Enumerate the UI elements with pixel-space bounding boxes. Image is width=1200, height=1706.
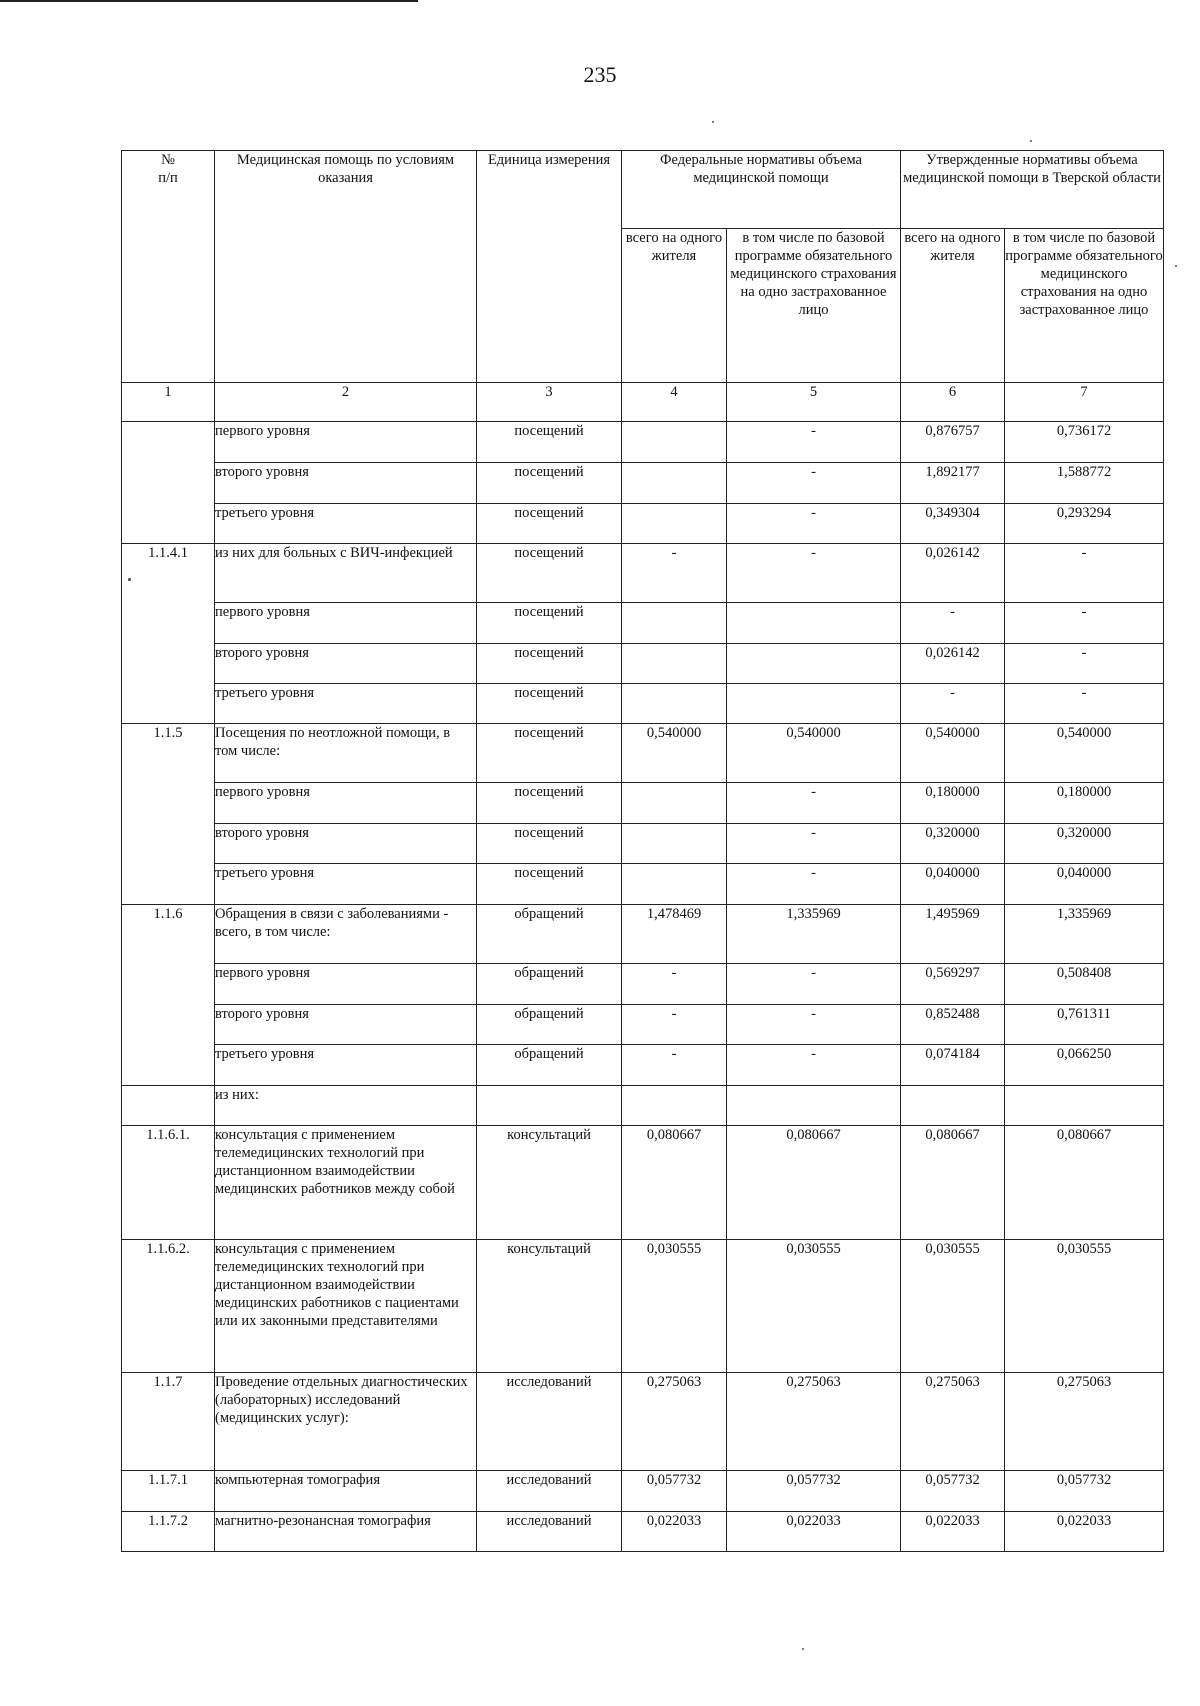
row-federal-oms: - xyxy=(727,422,901,463)
row-federal-oms: 0,057732 xyxy=(727,1471,901,1512)
subheader-federal-total: всего на одного жителя xyxy=(622,229,727,383)
row-tver-total: 0,852488 xyxy=(901,1005,1005,1045)
row-tver-oms: 0,540000 xyxy=(1005,724,1164,783)
row-tver-total: 0,057732 xyxy=(901,1471,1005,1512)
row-tver-oms: - xyxy=(1005,544,1164,603)
table-row xyxy=(122,463,1164,504)
row-tver-total: 0,180000 xyxy=(901,783,1005,824)
top-rule xyxy=(0,0,418,2)
row-unit: посещений xyxy=(477,463,622,504)
row-tver-oms: 0,320000 xyxy=(1005,824,1164,864)
row-description: третьего уровня xyxy=(215,504,477,544)
row-description: первого уровня xyxy=(215,964,477,1005)
row-description: второго уровня xyxy=(215,644,477,684)
table-row xyxy=(122,905,1164,964)
row-federal-total xyxy=(622,422,727,463)
row-tver-total xyxy=(901,1086,1005,1126)
header-row xyxy=(122,151,1164,229)
row-unit: посещений xyxy=(477,504,622,544)
row-tver-oms: 0,057732 xyxy=(1005,1471,1164,1512)
table-row xyxy=(122,1005,1164,1045)
subheader-federal-oms: в том числе по базовой программе обязательного медицинского страхования на одно застрахованное лицо xyxy=(727,229,901,383)
row-tver-total: 0,022033 xyxy=(901,1512,1005,1552)
row-unit: обращений xyxy=(477,905,622,964)
table-row xyxy=(122,1086,1164,1126)
row-tver-oms: 1,335969 xyxy=(1005,905,1164,964)
row-federal-total xyxy=(622,603,727,644)
table-row xyxy=(122,422,1164,463)
row-tver-oms: 0,040000 xyxy=(1005,864,1164,905)
row-federal-total: - xyxy=(622,964,727,1005)
row-description: Посещения по неотложной помощи, в том числе: xyxy=(215,724,477,783)
row-number: 1.1.4.1 xyxy=(122,544,215,724)
row-description: второго уровня xyxy=(215,463,477,504)
column-number: 7 xyxy=(1005,383,1164,422)
table-row xyxy=(122,644,1164,684)
header-federal-norms: Федеральные нормативы объема медицинской помощи xyxy=(622,151,901,229)
row-unit: обращений xyxy=(477,964,622,1005)
table-row xyxy=(122,603,1164,644)
row-unit: посещений xyxy=(477,544,622,603)
row-number: 1.1.7.1 xyxy=(122,1471,215,1512)
row-number: 1.1.7 xyxy=(122,1373,215,1471)
row-federal-total: 0,057732 xyxy=(622,1471,727,1512)
row-tver-total: 0,320000 xyxy=(901,824,1005,864)
row-description: первого уровня xyxy=(215,783,477,824)
table-row xyxy=(122,1045,1164,1086)
row-unit: исследований xyxy=(477,1373,622,1471)
row-tver-total: - xyxy=(901,684,1005,724)
table-row xyxy=(122,824,1164,864)
row-number: 1.1.6.1. xyxy=(122,1126,215,1240)
row-federal-total xyxy=(622,783,727,824)
row-tver-total: - xyxy=(901,603,1005,644)
table-row xyxy=(122,1512,1164,1552)
row-tver-oms: 0,066250 xyxy=(1005,1045,1164,1086)
header-care-type: Медицинская помощь по условиям оказания xyxy=(215,151,477,383)
row-federal-oms: 0,022033 xyxy=(727,1512,901,1552)
row-tver-total: 0,026142 xyxy=(901,644,1005,684)
row-unit: посещений xyxy=(477,783,622,824)
row-federal-total xyxy=(622,824,727,864)
row-unit: посещений xyxy=(477,422,622,463)
row-description: консультация с применением телемедицинских технологий при дистанционном взаимодействии медицинских работников между собой xyxy=(215,1126,477,1240)
row-federal-oms: - xyxy=(727,864,901,905)
row-tver-total: 0,030555 xyxy=(901,1240,1005,1373)
row-description: Проведение отдельных диагностических (лабораторных) исследований (медицинских услуг): xyxy=(215,1373,477,1471)
row-description: Обращения в связи с заболеваниями - всего, в том числе: xyxy=(215,905,477,964)
subheader-tver-oms: в том числе по базовой программе обязательного медицинского страхования на одно застрахованное лицо xyxy=(1005,229,1164,383)
row-description: консультация с применением телемедицинских технологий при дистанционном взаимодействии медицинских работников с пациентами или их законными представителями xyxy=(215,1240,477,1373)
row-tver-oms: - xyxy=(1005,644,1164,684)
column-number-row xyxy=(122,383,1164,422)
row-tver-oms: 0,022033 xyxy=(1005,1512,1164,1552)
row-tver-total: 0,275063 xyxy=(901,1373,1005,1471)
row-tver-oms: 0,736172 xyxy=(1005,422,1164,463)
row-number: 1.1.6.2. xyxy=(122,1240,215,1373)
table-row xyxy=(122,1373,1164,1471)
row-tver-total: 0,040000 xyxy=(901,864,1005,905)
row-tver-oms xyxy=(1005,1086,1164,1126)
row-description: третьего уровня xyxy=(215,684,477,724)
row-tver-oms: 0,508408 xyxy=(1005,964,1164,1005)
row-unit xyxy=(477,1086,622,1126)
row-description: третьего уровня xyxy=(215,1045,477,1086)
column-number: 3 xyxy=(477,383,622,422)
row-federal-total xyxy=(622,864,727,905)
row-tver-total: 0,540000 xyxy=(901,724,1005,783)
table-body xyxy=(122,151,1164,1552)
page-number: 235 xyxy=(583,62,617,87)
row-unit: посещений xyxy=(477,684,622,724)
scan-speck xyxy=(802,1648,804,1650)
row-number: 1.1.7.2 xyxy=(122,1512,215,1552)
row-tver-oms: 0,761311 xyxy=(1005,1005,1164,1045)
row-unit: консультаций xyxy=(477,1126,622,1240)
row-description: второго уровня xyxy=(215,824,477,864)
row-federal-oms: - xyxy=(727,1045,901,1086)
row-federal-total: 0,030555 xyxy=(622,1240,727,1373)
row-federal-total: 1,478469 xyxy=(622,905,727,964)
row-federal-oms: - xyxy=(727,964,901,1005)
scan-speck xyxy=(712,121,714,123)
row-federal-total: - xyxy=(622,544,727,603)
row-federal-oms: 0,080667 xyxy=(727,1126,901,1240)
column-number: 2 xyxy=(215,383,477,422)
row-federal-total xyxy=(622,684,727,724)
table-row xyxy=(122,864,1164,905)
row-federal-oms: - xyxy=(727,463,901,504)
row-federal-total xyxy=(622,644,727,684)
table-row xyxy=(122,1471,1164,1512)
row-federal-oms xyxy=(727,684,901,724)
row-federal-oms: - xyxy=(727,1005,901,1045)
row-number: 1.1.5 xyxy=(122,724,215,905)
row-number xyxy=(122,422,215,544)
row-description: из них: xyxy=(215,1086,477,1126)
row-federal-oms: 0,540000 xyxy=(727,724,901,783)
row-federal-oms: 0,030555 xyxy=(727,1240,901,1373)
row-description: магнитно-резонансная томография xyxy=(215,1512,477,1552)
row-federal-total: - xyxy=(622,1005,727,1045)
row-federal-total: 0,540000 xyxy=(622,724,727,783)
table-row xyxy=(122,964,1164,1005)
row-description: третьего уровня xyxy=(215,864,477,905)
scan-speck xyxy=(1030,140,1032,142)
table-row xyxy=(122,1240,1164,1373)
row-federal-total: - xyxy=(622,1045,727,1086)
row-tver-total: 1,495969 xyxy=(901,905,1005,964)
row-description: первого уровня xyxy=(215,422,477,463)
row-federal-oms: - xyxy=(727,783,901,824)
column-number: 1 xyxy=(122,383,215,422)
row-tver-oms: - xyxy=(1005,684,1164,724)
row-tver-oms: 1,588772 xyxy=(1005,463,1164,504)
row-unit: посещений xyxy=(477,724,622,783)
row-tver-oms: 0,080667 xyxy=(1005,1126,1164,1240)
row-federal-oms: - xyxy=(727,504,901,544)
row-federal-total xyxy=(622,463,727,504)
row-tver-total: 0,074184 xyxy=(901,1045,1005,1086)
row-unit: посещений xyxy=(477,824,622,864)
row-description: из них для больных с ВИЧ-инфекцией xyxy=(215,544,477,603)
row-unit: посещений xyxy=(477,864,622,905)
row-federal-oms: - xyxy=(727,544,901,603)
table-row xyxy=(122,1126,1164,1240)
volume-norms-table xyxy=(121,150,1164,1552)
row-number: 1.1.6 xyxy=(122,905,215,1086)
table-row xyxy=(122,783,1164,824)
row-number xyxy=(122,1086,215,1126)
row-tver-total: 1,892177 xyxy=(901,463,1005,504)
row-federal-total: 0,022033 xyxy=(622,1512,727,1552)
table-row xyxy=(122,684,1164,724)
row-description: первого уровня xyxy=(215,603,477,644)
row-federal-oms xyxy=(727,603,901,644)
row-tver-total: 0,080667 xyxy=(901,1126,1005,1240)
row-unit: консультаций xyxy=(477,1240,622,1373)
row-tver-total: 0,026142 xyxy=(901,544,1005,603)
row-federal-oms: 0,275063 xyxy=(727,1373,901,1471)
column-number: 5 xyxy=(727,383,901,422)
row-unit: исследований xyxy=(477,1512,622,1552)
row-unit: обращений xyxy=(477,1005,622,1045)
row-federal-oms xyxy=(727,644,901,684)
table-row xyxy=(122,544,1164,603)
subheader-tver-total: всего на одного жителя xyxy=(901,229,1005,383)
row-federal-total: 0,275063 xyxy=(622,1373,727,1471)
row-federal-oms xyxy=(727,1086,901,1126)
row-federal-total xyxy=(622,1086,727,1126)
header-number: № п/п xyxy=(122,151,215,383)
row-tver-oms: 0,293294 xyxy=(1005,504,1164,544)
row-tver-oms: 0,030555 xyxy=(1005,1240,1164,1373)
row-unit: обращений xyxy=(477,1045,622,1086)
header-unit: Единица измерения xyxy=(477,151,622,383)
column-number: 4 xyxy=(622,383,727,422)
row-federal-total: 0,080667 xyxy=(622,1126,727,1240)
row-tver-total: 0,876757 xyxy=(901,422,1005,463)
header-tver-norms: Утвержденные нормативы объема медицинской помощи в Тверской области xyxy=(901,151,1164,229)
scan-speck xyxy=(1175,265,1177,267)
row-federal-oms: - xyxy=(727,824,901,864)
row-description: второго уровня xyxy=(215,1005,477,1045)
row-tver-total: 0,569297 xyxy=(901,964,1005,1005)
row-federal-oms: 1,335969 xyxy=(727,905,901,964)
table-row xyxy=(122,504,1164,544)
row-tver-oms: 0,180000 xyxy=(1005,783,1164,824)
row-tver-oms: 0,275063 xyxy=(1005,1373,1164,1471)
row-unit: посещений xyxy=(477,603,622,644)
table-row xyxy=(122,724,1164,783)
row-unit: посещений xyxy=(477,644,622,684)
row-description: компьютерная томография xyxy=(215,1471,477,1512)
row-unit: исследований xyxy=(477,1471,622,1512)
column-number: 6 xyxy=(901,383,1005,422)
row-tver-oms: - xyxy=(1005,603,1164,644)
row-tver-total: 0,349304 xyxy=(901,504,1005,544)
row-federal-total xyxy=(622,504,727,544)
